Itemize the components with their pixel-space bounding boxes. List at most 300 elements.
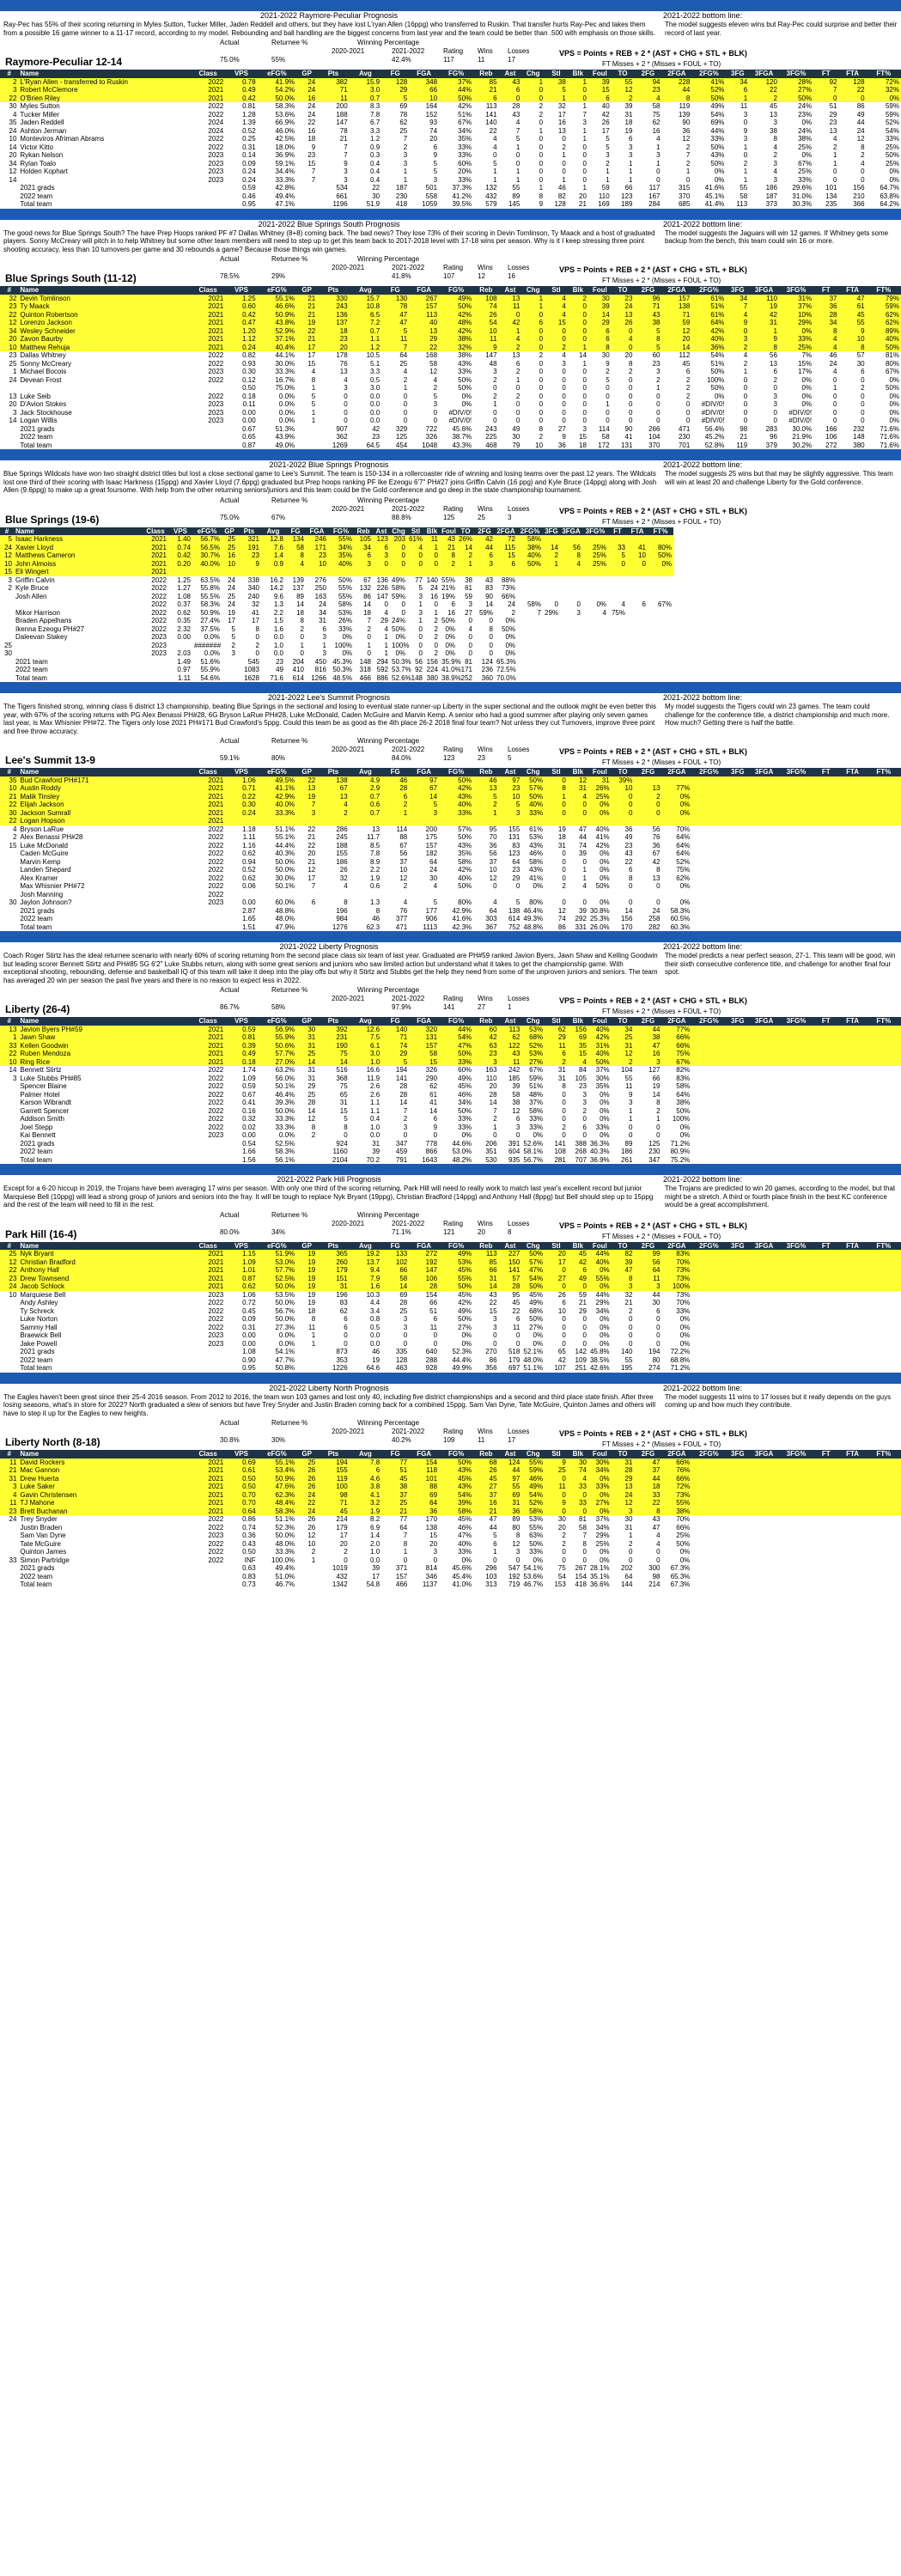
table-cell xyxy=(779,874,813,883)
table-cell: 27% xyxy=(529,1323,544,1331)
table-cell xyxy=(779,1299,813,1307)
table-cell: 156 xyxy=(853,184,865,192)
table-cell: 76% xyxy=(662,1466,692,1475)
table-cell: 50% xyxy=(710,384,725,392)
table-cell xyxy=(867,1258,901,1267)
table-cell: 0% xyxy=(445,641,455,649)
column-header: Stl xyxy=(545,1017,568,1026)
table-cell: 50% xyxy=(521,1282,545,1291)
table-cell: 0 xyxy=(499,311,522,320)
table-cell: 1 xyxy=(493,167,497,175)
table-cell: 0.87 xyxy=(242,441,256,449)
table-cell: 42.3% xyxy=(452,923,472,931)
table-cell: 45% xyxy=(439,1475,473,1483)
table-cell: 8 xyxy=(539,192,544,200)
table-cell: 50.6% xyxy=(258,1042,296,1050)
table-cell: 33% xyxy=(458,1115,472,1123)
intro-text: The good news for Blue Springs South? The have Prep Hoops ranked PF #7 Dallas Whitney (8+8) coming back. The bad news? They lose 73% of their scoring in Devin Tomlinson, Ty Maack and a host of graduated players. Sonny McCreary will pitch in to help Whitney but some other team members will need to step up to get this team back to 2017-2018 level with 17-18 wins per season. Why is it I keep stressing three point shooting accuracy, less than 10 turnovers per game and 30 rebounds a game? Because those things win games. xyxy=(3,228,655,253)
table-cell: 0% xyxy=(648,560,673,569)
column-header: Pts xyxy=(317,286,349,295)
table-cell xyxy=(473,891,498,899)
table-cell: 3 xyxy=(403,151,408,159)
column-header: # xyxy=(0,1450,18,1459)
table-cell xyxy=(545,891,568,899)
table-cell: 3 xyxy=(582,424,587,433)
table-cell: 18.0% xyxy=(275,143,295,151)
table-cell: 2021 xyxy=(191,1483,225,1491)
table-cell: 2022 team xyxy=(20,433,53,441)
table-cell: 15 xyxy=(0,568,14,576)
table-cell: 0 xyxy=(539,143,544,151)
table-cell xyxy=(839,1348,867,1356)
summary-w2021: 2020-2021 xyxy=(332,746,365,753)
table-cell: 59% xyxy=(867,302,901,311)
table-cell: 52.9% xyxy=(258,327,296,336)
table-cell: 44% xyxy=(439,86,473,94)
table-cell: 0 xyxy=(344,1331,348,1339)
summary-returnee-value: 34% xyxy=(271,1227,286,1236)
table-cell: 48.2% xyxy=(452,1155,472,1164)
column-header: 3FGA xyxy=(749,1017,779,1026)
table-cell: 71.6% xyxy=(880,433,899,441)
table-cell xyxy=(779,825,813,834)
table-cell: 0 xyxy=(403,417,408,424)
table-cell: 163 xyxy=(314,592,326,600)
table-cell xyxy=(726,1331,749,1340)
team-summary xyxy=(0,735,901,768)
table-cell: 33.3% xyxy=(275,368,295,375)
table-cell: 24% xyxy=(798,126,813,135)
table-cell: 0.30 xyxy=(225,801,257,809)
table-cell: 23 xyxy=(512,866,521,874)
table-cell xyxy=(608,633,627,642)
section-header xyxy=(0,1384,901,1393)
team-name: Lee's Summit 13-9 xyxy=(5,754,95,766)
table-row xyxy=(0,1091,901,1099)
table-cell xyxy=(582,674,608,683)
table-cell xyxy=(726,1364,749,1373)
table-cell: 9 xyxy=(743,126,748,135)
table-cell: 0 xyxy=(562,1115,566,1123)
table-cell xyxy=(779,1250,813,1258)
table-cell: 12 xyxy=(512,1539,521,1548)
table-cell: Bryson LaRue xyxy=(20,825,64,833)
table-cell: 14 xyxy=(652,1090,661,1099)
table-cell: 6 xyxy=(499,86,522,94)
table-cell xyxy=(191,1156,225,1165)
table-cell xyxy=(813,1515,838,1524)
table-cell xyxy=(662,891,692,899)
table-cell xyxy=(779,1058,813,1067)
table-cell xyxy=(612,891,635,899)
table-cell: Andy Ashley xyxy=(20,1299,58,1306)
table-cell: 0 xyxy=(656,417,661,424)
table-cell xyxy=(779,1483,813,1491)
table-cell: 1 xyxy=(311,384,316,392)
table-cell: 58% xyxy=(529,1106,544,1115)
table-cell xyxy=(749,1507,779,1516)
table-cell: 148 xyxy=(411,673,423,682)
table-cell xyxy=(608,568,627,576)
table-cell: 46.4% xyxy=(275,1090,295,1099)
table-cell: 8 xyxy=(861,143,865,151)
table-cell: 67% xyxy=(657,600,672,608)
table-cell: 46 xyxy=(372,1348,380,1355)
table-cell: 33% xyxy=(529,1123,544,1131)
table-cell: 169 xyxy=(598,200,610,208)
table-row xyxy=(0,119,901,127)
table-cell: 9 xyxy=(311,143,316,151)
table-cell xyxy=(749,1324,779,1332)
team-section xyxy=(0,0,901,209)
table-cell: 1 xyxy=(384,649,388,657)
column-header: Name xyxy=(14,527,143,536)
column-header: Class xyxy=(191,768,225,776)
table-cell: 501 xyxy=(425,184,438,192)
table-cell: 3 xyxy=(628,1099,633,1106)
table-cell: 2022 xyxy=(208,102,224,110)
table-cell: 52% xyxy=(885,119,899,126)
vps-formula-denominator: FT Misses + 2 * (Misses + FOUL + TO) xyxy=(602,1008,721,1015)
table-cell: 37.3% xyxy=(452,184,472,192)
table-cell: 7 xyxy=(515,126,521,135)
table-cell xyxy=(813,1499,838,1507)
table-cell: 0 xyxy=(367,649,371,657)
table-cell xyxy=(779,891,813,899)
table-cell xyxy=(867,866,901,874)
table-row xyxy=(0,1075,901,1083)
table-cell: 697 xyxy=(508,1364,521,1372)
table-cell: 38% xyxy=(676,1099,691,1106)
table-cell: 2021 xyxy=(191,1507,225,1516)
table-cell: 52.3% xyxy=(275,1523,295,1532)
table-cell: 0% xyxy=(679,1548,691,1556)
table-cell xyxy=(726,1282,749,1291)
table-cell: 592 xyxy=(376,666,388,673)
table-cell: 54% xyxy=(710,110,725,119)
table-cell: 49% xyxy=(710,102,725,110)
table-cell: 2 xyxy=(403,143,408,151)
column-header: VPS xyxy=(225,1450,257,1459)
table-cell: #DIV/0! xyxy=(448,408,472,417)
table-row xyxy=(0,417,901,425)
column-header: GP xyxy=(222,527,237,536)
table-cell: 62 xyxy=(429,1082,438,1090)
table-cell: 2021 xyxy=(191,1042,225,1050)
table-cell: 1.28 xyxy=(242,110,256,119)
table-cell: 70.2 xyxy=(366,1155,380,1164)
table-cell: 33% xyxy=(458,1123,472,1131)
table-cell xyxy=(726,1275,749,1283)
table-cell: 791 xyxy=(395,1155,408,1164)
table-cell: 3 xyxy=(576,608,581,617)
table-cell: 34% xyxy=(328,544,354,552)
table-cell xyxy=(749,1107,779,1116)
table-cell xyxy=(839,793,867,801)
table-cell: 14 xyxy=(307,1106,316,1115)
table-cell xyxy=(813,817,838,825)
table-cell xyxy=(726,1348,749,1356)
table-cell: 0.0 xyxy=(273,649,283,657)
table-cell xyxy=(749,1356,779,1365)
table-cell: 12 xyxy=(568,776,588,785)
table-cell: 0.72 xyxy=(242,1299,256,1306)
table-cell xyxy=(691,1266,726,1275)
table-cell: 41.6% xyxy=(704,184,725,192)
table-cell: 24 xyxy=(0,544,14,552)
table-cell xyxy=(749,1580,779,1589)
table-cell: Addison Smith xyxy=(20,1115,64,1123)
table-cell xyxy=(588,891,612,899)
table-cell: 0.02 xyxy=(242,1123,256,1131)
table-cell xyxy=(192,568,222,576)
table-cell xyxy=(749,858,779,867)
table-cell: 0 xyxy=(562,384,566,392)
table-cell: 6 xyxy=(588,94,612,103)
summary-winpct: Winning Percentage xyxy=(357,737,420,745)
table-cell: 379 xyxy=(765,441,777,449)
table-cell: 454 xyxy=(395,441,408,449)
table-cell xyxy=(296,200,317,209)
table-cell xyxy=(867,817,901,825)
table-cell: 2 xyxy=(628,368,633,375)
table-cell xyxy=(813,1507,838,1516)
table-cell: 10 xyxy=(489,866,497,874)
table-cell: 0% xyxy=(801,151,813,159)
table-cell: 13 xyxy=(557,126,566,135)
table-cell: 123 xyxy=(508,850,521,857)
table-cell: 7 xyxy=(537,608,541,617)
table-cell: 23 xyxy=(624,841,633,850)
table-cell: 45% xyxy=(458,1515,472,1523)
table-row xyxy=(0,825,901,834)
table-cell: 21 xyxy=(440,544,457,552)
table-cell: 42.8% xyxy=(275,184,295,192)
table-row xyxy=(0,1524,901,1532)
table-cell: 101 xyxy=(409,1475,439,1483)
table-cell: 55 xyxy=(499,1483,522,1491)
table-cell: 29 xyxy=(380,617,388,624)
table-cell: 41.2% xyxy=(452,192,472,200)
table-cell xyxy=(813,1580,838,1589)
table-cell: 66 xyxy=(429,1299,438,1306)
table-cell: 147 xyxy=(336,119,348,126)
table-cell: 10 xyxy=(307,1539,316,1548)
table-cell: 35% xyxy=(595,1082,610,1090)
table-cell: 10.8 xyxy=(350,302,381,311)
table-cell: 0.00 xyxy=(242,417,256,424)
table-cell xyxy=(726,784,749,793)
table-cell: 1 xyxy=(311,1339,316,1348)
summary-pred-value: 84.0% xyxy=(392,754,411,762)
table-cell xyxy=(627,633,648,642)
vps-formula-denominator: FT Misses + 2 * (Misses + FOUL + TO) xyxy=(602,60,721,68)
table-cell xyxy=(191,1348,225,1356)
table-cell: 46.7% xyxy=(523,1580,544,1588)
table-cell xyxy=(726,891,749,899)
table-cell xyxy=(726,1532,749,1540)
table-cell: 984 xyxy=(336,915,348,923)
table-cell: 4 xyxy=(0,1491,18,1500)
column-header: Pts xyxy=(317,1242,349,1251)
table-cell xyxy=(779,907,813,916)
table-cell: 0 xyxy=(568,809,588,818)
table-cell: 35 xyxy=(0,776,18,785)
table-cell xyxy=(648,617,673,625)
table-cell: 45 xyxy=(682,359,691,368)
table-cell: 64 xyxy=(624,1572,633,1580)
column-header: 2FG% xyxy=(691,286,726,295)
table-cell: Max Whisnier PH#72 xyxy=(20,882,85,890)
table-cell xyxy=(813,1324,838,1332)
table-cell xyxy=(779,866,813,874)
table-cell: 83 xyxy=(512,841,521,850)
table-cell xyxy=(779,1507,813,1516)
table-cell: 24 xyxy=(612,1491,635,1500)
column-header: 2FGA xyxy=(662,1242,692,1251)
table-cell: 2 xyxy=(543,551,560,560)
table-cell: 6 xyxy=(588,335,612,344)
summary-losses-value: 3 xyxy=(508,513,512,521)
column-header: 2FG% xyxy=(691,1017,726,1026)
table-cell: 63 xyxy=(473,1042,498,1050)
table-cell xyxy=(691,1124,726,1132)
table-cell: 331 xyxy=(575,923,587,931)
table-cell: Holden Kophart xyxy=(20,167,68,175)
table-cell: 5 xyxy=(545,86,568,94)
table-cell: 2021 xyxy=(191,1250,225,1258)
table-cell: 48% xyxy=(439,319,473,327)
table-cell: 18 xyxy=(317,327,349,336)
summary-wins-value: 11 xyxy=(478,1436,485,1444)
table-cell: 47% xyxy=(439,1042,473,1050)
table-cell: 36.6% xyxy=(589,1580,610,1588)
column-header: 2FGA xyxy=(662,1450,692,1459)
table-cell: 28 xyxy=(307,1099,316,1106)
table-header xyxy=(0,1242,901,1251)
table-cell xyxy=(839,850,867,858)
table-cell xyxy=(867,1082,901,1091)
table-cell: 57% xyxy=(458,825,472,833)
column-header: FGA xyxy=(409,1450,439,1459)
table-row xyxy=(0,1507,901,1516)
table-cell: 28 xyxy=(409,1282,439,1291)
table-cell: 2022 xyxy=(208,866,224,874)
table-cell: 58% xyxy=(392,584,406,592)
column-header: Class xyxy=(191,1450,225,1459)
table-cell: 20% xyxy=(458,167,472,175)
table-cell: 2021 grads xyxy=(20,1564,55,1572)
table-cell xyxy=(813,1483,838,1491)
table-cell: 2023 xyxy=(208,1331,224,1339)
table-cell: 326 xyxy=(425,433,438,441)
table-cell: 45 xyxy=(512,1299,521,1306)
table-cell: 47 xyxy=(652,1523,661,1532)
table-cell: 52.6% xyxy=(523,1139,544,1148)
table-cell: 80% xyxy=(885,359,899,368)
table-cell xyxy=(839,1091,867,1099)
summary-rating: Rating xyxy=(443,1428,464,1435)
table-cell xyxy=(839,1026,867,1034)
table-cell: 84 xyxy=(579,1066,587,1074)
table-cell: 66% xyxy=(662,1475,692,1483)
table-cell: 56 xyxy=(652,825,661,833)
table-cell: 164 xyxy=(425,102,438,110)
table-cell: 0.39 xyxy=(225,1042,257,1050)
table-cell: 6 xyxy=(433,1115,438,1123)
table-cell: 58% xyxy=(458,857,472,866)
table-cell: 45 xyxy=(381,1475,409,1483)
table-cell: 50% xyxy=(458,1106,472,1115)
table-cell: 43% xyxy=(439,1466,473,1475)
table-cell xyxy=(839,866,867,874)
table-cell: 33 xyxy=(9,1556,17,1564)
table-row xyxy=(0,544,901,552)
summary-wins: Wins xyxy=(478,746,493,753)
table-cell: 0.52 xyxy=(242,126,256,135)
table-cell: 56.1% xyxy=(275,1155,295,1164)
table-cell xyxy=(726,1140,749,1148)
table-cell: 96 xyxy=(634,295,661,303)
column-header: eFG% xyxy=(258,1242,296,1251)
table-cell: 2021 xyxy=(143,568,168,576)
table-cell: 17 xyxy=(252,617,259,624)
table-cell: 0 xyxy=(612,327,635,336)
table-cell xyxy=(691,1058,726,1067)
table-cell xyxy=(813,1026,838,1034)
table-cell: 150 xyxy=(499,1258,522,1267)
column-header: FG xyxy=(381,768,409,776)
table-cell: 353 xyxy=(336,1355,348,1364)
table-cell: 0% xyxy=(867,94,901,103)
table-cell: 69% xyxy=(710,119,725,126)
table-cell xyxy=(560,576,582,585)
table-cell xyxy=(867,1156,901,1165)
table-cell xyxy=(779,1499,813,1507)
table-cell: 100% xyxy=(672,1115,691,1123)
table-cell: 1 xyxy=(384,641,388,649)
table-cell xyxy=(839,1548,867,1556)
table-cell: 906 xyxy=(425,915,438,923)
table-cell: 2021 xyxy=(191,1033,225,1042)
table-cell xyxy=(779,1540,813,1549)
table-cell: 44 xyxy=(634,1026,661,1034)
table-cell xyxy=(839,1099,867,1107)
table-cell: 1 xyxy=(743,368,748,375)
section-header xyxy=(0,693,901,703)
table-cell: 0 xyxy=(489,641,493,649)
table-cell: 170 xyxy=(425,1515,438,1523)
table-cell: 22 xyxy=(0,1266,18,1275)
section-title: 2021-2022 Liberty Prognosis xyxy=(279,942,379,951)
table-cell: 115 xyxy=(495,544,517,552)
table-cell: 530 xyxy=(485,1155,497,1164)
table-cell: 3 xyxy=(12,408,17,417)
table-cell xyxy=(779,1026,813,1034)
table-cell xyxy=(222,658,237,667)
table-cell: 24 xyxy=(228,584,235,592)
table-cell xyxy=(296,891,317,899)
table-cell xyxy=(839,1459,867,1467)
table-cell: 49.4% xyxy=(275,1564,295,1572)
table-cell: 2023 xyxy=(208,175,224,184)
table-cell xyxy=(582,535,608,544)
table-cell: 36 xyxy=(652,841,661,850)
team-section xyxy=(0,931,901,1164)
table-cell xyxy=(582,625,608,634)
table-cell: 186 xyxy=(765,184,777,192)
table-cell: 16 xyxy=(447,608,455,617)
